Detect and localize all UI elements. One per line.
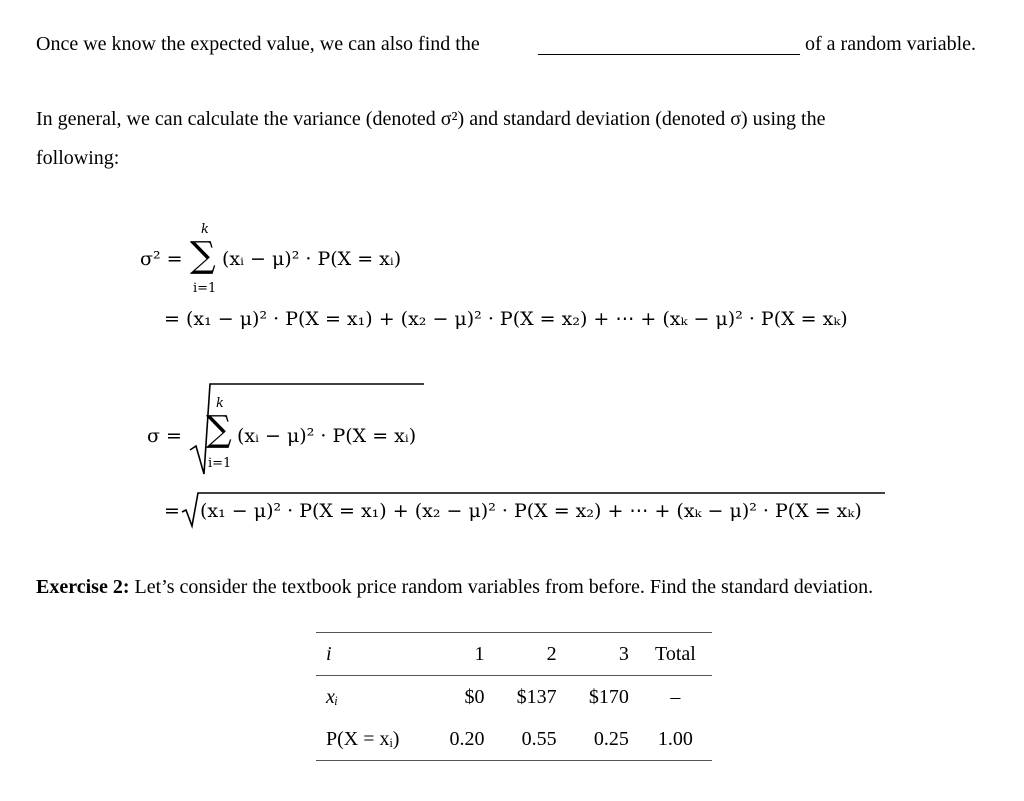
variance-sum-lower: i=1	[193, 281, 217, 296]
header-3: 3	[567, 633, 639, 676]
table-row-x	[316, 676, 712, 719]
variance-sum-upper: k	[201, 222, 209, 237]
row-p-1: 0.20	[428, 718, 494, 761]
row-x-2: $137	[495, 676, 567, 719]
row-p-label: P(X = xᵢ)	[316, 718, 428, 761]
row-x-3: $170	[567, 676, 639, 719]
variance-expanded: = (x₁ − μ)² · P(X = x₁) + (x₂ − μ)² · P(X = x₂) + ⋯ + (xₖ − μ)² · P(X = xₖ)	[164, 308, 848, 330]
header-i: i	[316, 633, 428, 676]
row-p-2: 0.55	[495, 718, 567, 761]
general-line-1: In general, we can calculate the variance (denoted σ²) and standard deviation (denoted σ) using the	[36, 108, 826, 130]
row-x-total: –	[639, 676, 712, 719]
exercise-statement	[36, 576, 873, 599]
variance-lhs: σ² =	[140, 248, 183, 270]
sd-sum-upper: k	[216, 396, 224, 411]
row-p-3: 0.25	[567, 718, 639, 761]
sd-lhs: σ =	[147, 425, 182, 447]
variance-term: (xᵢ − μ)² · P(X = xᵢ)	[222, 248, 402, 270]
row-x-1: $0	[428, 676, 494, 719]
general-line-2: following:	[36, 147, 120, 169]
fill-in-blank[interactable]	[538, 54, 800, 55]
row-x-label: xᵢ	[316, 676, 428, 719]
variance-sigma-symbol: ∑	[190, 235, 216, 276]
header-1: 1	[428, 633, 494, 676]
sd-expanded: (x₁ − μ)² · P(X = x₁) + (x₂ − μ)² · P(X = x₂) + ⋯ + (xₖ − μ)² · P(X = xₖ)	[200, 500, 862, 522]
table-header-row	[316, 633, 712, 676]
price-distribution-table	[316, 632, 712, 761]
header-2: 2	[495, 633, 567, 676]
exercise-text: Let’s consider the textbook price random variables from before. Find the standard deviation.	[134, 576, 874, 598]
table-row-p	[316, 718, 712, 761]
sd-sum-lower: i=1	[208, 456, 232, 471]
sd-sigma-symbol: ∑	[206, 409, 232, 450]
exercise-label: Exercise 2:	[36, 576, 130, 598]
header-total: Total	[639, 633, 712, 676]
intro-text-before: Once we know the expected value, we can also find the	[36, 33, 480, 55]
row-p-total: 1.00	[639, 718, 712, 761]
sd-eq: =	[164, 500, 180, 522]
intro-text-after: of a random variable.	[805, 33, 977, 55]
sd-term: (xᵢ − μ)² · P(X = xᵢ)	[237, 425, 417, 447]
